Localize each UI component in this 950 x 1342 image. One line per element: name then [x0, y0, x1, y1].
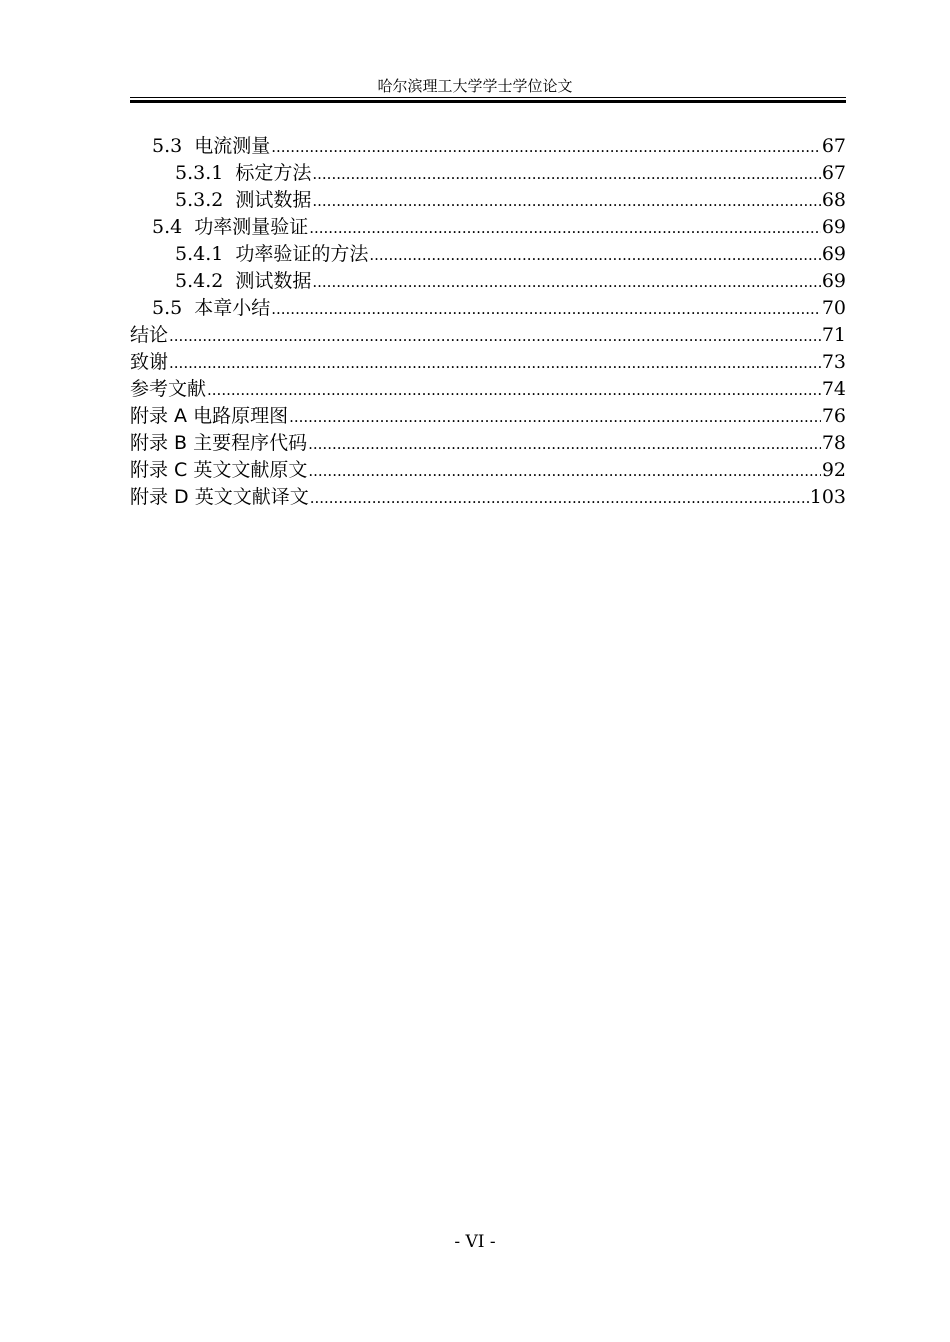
- toc-entry-label: 致谢: [130, 351, 169, 373]
- toc-entry-page: 70: [821, 297, 846, 319]
- toc-entry[interactable]: [130, 160, 846, 187]
- toc-entry[interactable]: [130, 457, 846, 484]
- toc-leader-dots: [169, 350, 821, 377]
- toc-entry[interactable]: [130, 430, 846, 457]
- toc-entry[interactable]: [130, 349, 846, 376]
- table-of-contents: [130, 133, 846, 511]
- toc-entry-page: 67: [821, 135, 846, 157]
- toc-entry-label: 附录 B 主要程序代码: [130, 432, 308, 454]
- toc-entry-label: 测试数据: [235, 189, 312, 211]
- toc-entry[interactable]: [130, 214, 846, 241]
- toc-entry-label: 本章小结: [194, 297, 271, 319]
- toc-entry[interactable]: [130, 241, 846, 268]
- toc-leader-dots: [271, 296, 821, 323]
- toc-entry[interactable]: [130, 484, 846, 511]
- header-rule-thick: [130, 100, 846, 103]
- toc-entry-number: 5.4.1: [175, 243, 224, 265]
- toc-entry-page: 69: [821, 270, 846, 292]
- toc-entry[interactable]: [130, 403, 846, 430]
- toc-leader-dots: [308, 458, 820, 485]
- toc-entry-number: 5.3.1: [175, 162, 224, 184]
- toc-entry[interactable]: [130, 322, 846, 349]
- toc-leader-dots: [271, 134, 821, 161]
- toc-leader-dots: [312, 188, 820, 215]
- toc-entry-page: 73: [821, 351, 846, 373]
- toc-entry-page: 78: [821, 432, 846, 454]
- toc-entry-page: 69: [821, 216, 846, 238]
- toc-entry-page: 67: [821, 162, 846, 184]
- toc-leader-dots: [312, 161, 820, 188]
- toc-entry-page: 92: [821, 459, 846, 481]
- toc-entry-number: 5.4.2: [175, 270, 224, 292]
- toc-entry-label: 标定方法: [235, 162, 312, 184]
- header-rule-thin: [130, 97, 846, 98]
- toc-entry-number: 5.3.2: [175, 189, 224, 211]
- toc-entry-label: 参考文献: [130, 378, 207, 400]
- toc-entry-label: 附录 A 电路原理图: [130, 405, 289, 427]
- toc-entry-page: 69: [821, 243, 846, 265]
- toc-entry-number: 5.3: [152, 135, 183, 157]
- toc-entry-label: 附录 C 英文文献原文: [130, 459, 308, 481]
- toc-entry-label: 测试数据: [235, 270, 312, 292]
- toc-entry-number: 5.5: [152, 297, 183, 319]
- toc-leader-dots: [309, 215, 821, 242]
- toc-entry-page: 71: [821, 324, 846, 346]
- toc-leader-dots: [310, 485, 809, 512]
- toc-entry-label: 功率测量验证: [194, 216, 309, 238]
- toc-entry-label: 结论: [130, 324, 169, 346]
- toc-leader-dots: [289, 404, 821, 431]
- toc-entry-label: 功率验证的方法: [235, 243, 369, 265]
- toc-leader-dots: [169, 323, 821, 350]
- toc-leader-dots: [308, 431, 821, 458]
- page-number: - VI -: [454, 1232, 496, 1252]
- toc-entry-page: 68: [821, 189, 846, 211]
- toc-leader-dots: [207, 377, 821, 404]
- toc-entry[interactable]: [130, 376, 846, 403]
- toc-entry[interactable]: [130, 295, 846, 322]
- header-title: 哈尔滨理工大学学士学位论文: [377, 77, 573, 95]
- toc-leader-dots: [369, 242, 820, 269]
- toc-leader-dots: [312, 269, 820, 296]
- toc-entry-page: 103: [809, 486, 846, 508]
- toc-entry-page: 74: [821, 378, 846, 400]
- toc-entry-label: 电流测量: [194, 135, 271, 157]
- toc-entry-page: 76: [821, 405, 846, 427]
- toc-entry-label: 附录 D 英文文献译文: [130, 486, 309, 508]
- toc-entry[interactable]: [130, 133, 846, 160]
- toc-entry[interactable]: [130, 187, 846, 214]
- toc-entry-number: 5.4: [152, 216, 183, 238]
- toc-entry[interactable]: [130, 268, 846, 295]
